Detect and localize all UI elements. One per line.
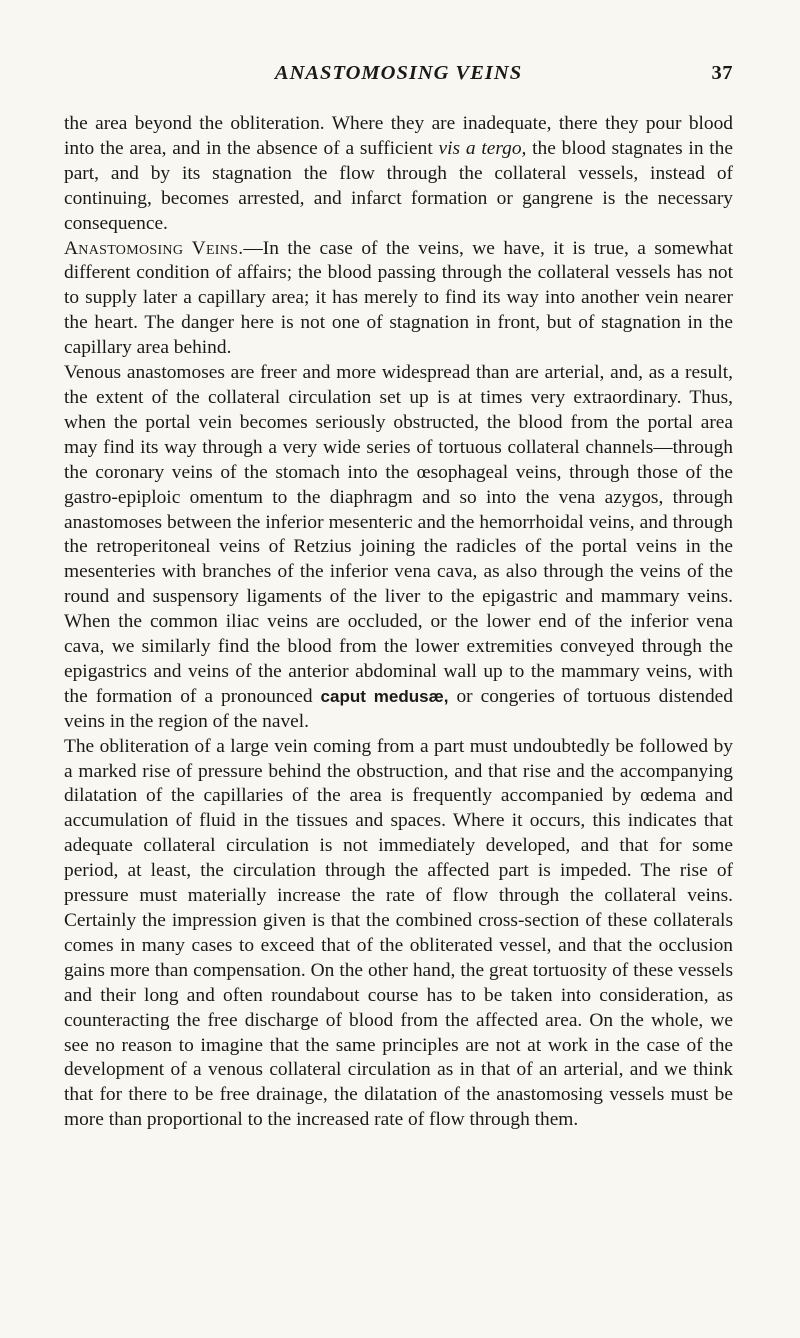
running-title: ANASTOMOSING VEINS [274, 62, 523, 84]
text-segment: or congeries of tortuous distended veins in the region of the navel. [64, 685, 733, 732]
text-segment: Venous anastomoses are freer and more widespread than are arterial, and, as a result, the extent of the collateral circulation set up is at times very extraordinary. Thus, when the portal vein becomes seriously obstructed, the blood from the portal area may find its way through a very wide series of tortuous collateral channels—through the coronary veins of the stomach into the œsophageal veins, through those of the gastro-epiploic omentum to the diaphragm and so into the vena azygos, through anastomoses between the inferior mesenteric and the hemorrhoidal veins, and through the retroperitoneal veins of Retzius joining the radicles of the portal veins in the mesenteries with branches of the inferior vena cava, as also through the veins of the round and suspensory ligaments of the liver to the epigastric and mammary veins. When the common iliac veins are occluded, or the lower end of the inferior vena cava, we similarly find the blood from the lower extremities conveyed through the epigastrics and veins of the anterior abdominal wall up to the mammary veins, with the formation of a pronounced [64, 362, 733, 707]
paragraph-1 [64, 112, 733, 237]
running-head [64, 62, 733, 92]
paragraph-3 [64, 361, 733, 735]
text-segment: the blood stagnates in the part, and by its stagnation the flow through the collateral vessels, instead of continuing, becomes arrested, and infarct formation or gangrene is the necessary consequence. [64, 137, 733, 234]
page-number: 37 [711, 62, 733, 84]
section-heading: Anastomosing Veins. [64, 237, 244, 259]
paragraph-2 [64, 237, 733, 362]
paragraph-4 [64, 735, 733, 1134]
latin-term: vis a tergo, [438, 137, 527, 159]
body-text [64, 112, 733, 1133]
text-segment: The obliteration of a large vein coming from a part must undoubtedly be followed by a marked rise of pressure behind the obstruction, and that rise and the accompanying dilatation of the capillaries of the area is frequently accompanied by œdema and accumulation of fluid in the tissues and spaces. Where it occurs, this indicates that adequate collateral circulation is not immediately developed, and that for some period, at least, the circulation through the affected part is impeded. The rise of pressure must materially increase the rate of flow through the collateral veins. Certainly the impression given is that the combined cross-section of these collaterals comes in many cases to exceed that of the obliterated vessel, and that the occlusion gains more than compensation. On the other hand, the great tortuosity of these vessels and their long and often roundabout course has to be taken into consideration, as counteracting the free discharge of blood from the affected area. On the whole, we see no reason to imagine that the same principles are not at work in the case of the development of a venous collateral circulation as in that of an arterial, and we think that for there to be free drainage, the dilatation of the anastomosing vessels must be more than proportional to the increased rate of flow through them. [64, 735, 733, 1131]
book-page [64, 62, 733, 1133]
bold-term: caput medusæ, [320, 686, 449, 706]
text-segment: —In the case of the veins, we have, it is true, a somewhat different condition of affairs; the blood passing through the collateral vessels has not to supply later a capillary area; it has merely to find its way into another vein nearer the heart. The danger here is not one of stagnation in front, but of stagnation in the capillary area behind. [64, 237, 733, 359]
text-segment: the area beyond the obliteration. Where they are inadequate, there they pour blood into the area, and in the absence of a sufficient [64, 113, 733, 159]
